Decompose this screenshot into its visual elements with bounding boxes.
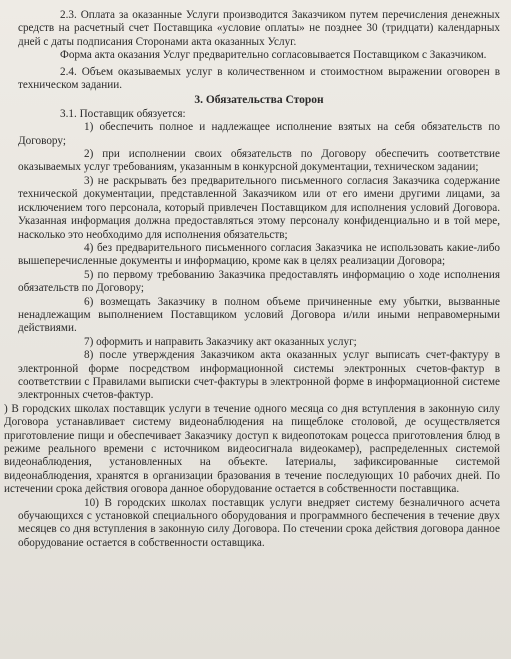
list-item-7: 7) оформить и направить Заказчику акт оказанных услуг; (84, 335, 357, 348)
paragraph-2-3: 2.3. Оплата за оказанные Услуги производится Заказчиком путем перечисления денежных средств на расчетный счет Поставщика «условие оплаты» не позднее 30 (тридцати) календарных дней с даты подписания Сторонами акта оказанных Услуг. (18, 9, 500, 48)
list-item-4: 4) без предварительного письменного согласия Заказчика не использовать какие-либо вышеперечисленные документы и информацию, кроме как в целях реализации Договора; (18, 241, 500, 268)
list-item-10: 10) В городских школах поставщик услуги внедряет систему безналичного асчета обучающихся с установкой специального оборудования и программного беспечения в течение двух месяцев со дня вступления в законную силу Договора. По стечении срока действия договора данное оборудование остается в собственности оставщика. (18, 496, 500, 549)
list-item-2: 2) при исполнении своих обязательств по Договору обеспечить соответствие оказываемых услуг требованиям, указанным в конкурсной документации, техническом задании; (18, 148, 500, 174)
paragraph-2-4: 2.4. Объем оказываемых услуг в количественном и стоимостном выражении оговорен в техническом задании. (18, 65, 500, 92)
list-item-1: 1) обеспечить полное и надлежащее исполнение взятых на себя обязательств по Договору; (18, 121, 500, 147)
list-item-9: ) В городских школах поставщик услуги в течение одного месяца со дня вступления в законную силу Договора устанавливает систему видеонаблюдения на пищеблоке столовой, де осуществляется приготовление пищи и обеспечивает Заказчику доступ к видеопотокам роцесса приготовления блюд в режиме реального времени с источником видеосигнала видеокамер), распределенных системой видеонаблюдения, установленных на объекте. Iатериалы, зафиксированные системой видеонаблюдения, хранятся в организации бразования в течение последующих 10 рабочих дней. По истечении срока действия оговора данное оборудование остается в собственности поставщика. (4, 402, 500, 496)
list-item-3: 3) не раскрывать без предварительного письменного согласия Заказчика содержание технической документации, представленной Заказчиком или от его имени другими лицами, за исключением того персонала, который привлечен Поставщиком для исполнения условий Договора. Указанная информация должна предоставляться этому персоналу конфиденциально и в той мере, насколько это необходимо для исполнения обязательств; (18, 174, 500, 241)
section-heading: 3. Обязательства Сторон (194, 94, 324, 107)
paragraph-3-1: 3.1. Поставщик обязуется: (60, 107, 186, 120)
list-item-6: 6) возмещать Заказчику в полном объеме причиненные ему убытки, вызванные ненадлежащим выполнением Поставщиком условий Договора и/или иными неправомерными действиями. (18, 295, 500, 335)
document-body (4, 9, 500, 550)
paragraph-2-3-form: Форма акта оказания Услуг предварительно согласовывается Поставщиком с Заказчиком. (60, 49, 487, 62)
list-item-8: 8) после утверждения Заказчиком акта оказанных услуг выписать счет-фактуру в электронной форме посредством информационной системы электронных счетов-фактур в соответствии с Правилами выписки счет-фактуры в электронной форме в информационной системе электронных счетов-фактур. (18, 349, 500, 402)
list-item-5: 5) по первому требованию Заказчика предоставлять информацию о ходе исполнения обязательств по Договору; (18, 268, 500, 295)
